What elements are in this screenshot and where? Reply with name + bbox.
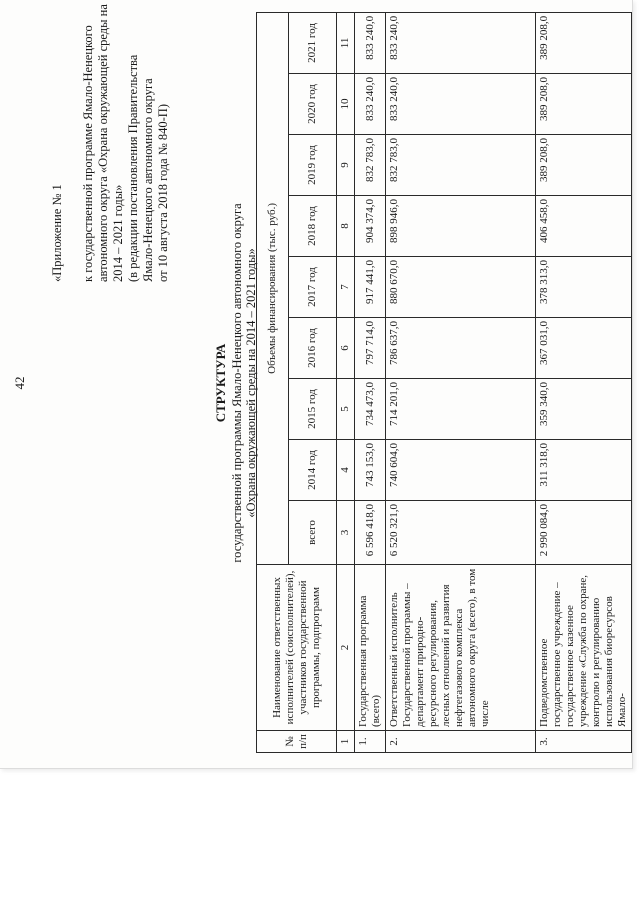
row-name: Государственная программа (всего) [355,565,386,731]
appendix-line: автономного округа «Охрана окружающей среды на [96,4,110,282]
value-cell: 832 783,0 [386,135,536,196]
heading-line: государственной программы Ямало-Ненецкого автономного округа [230,203,244,563]
value-cell: 833 240,0 [355,74,386,135]
year-header: 2014 год [289,440,337,501]
value-cell: 740 604,0 [386,440,536,501]
value-cell: 389 208,0 [536,135,632,196]
value-cell: 797 714,0 [355,318,386,379]
header-row [257,12,289,752]
structure-table [256,12,632,753]
appendix-line: Ямало-Ненецкого автономного округа [141,78,155,282]
year-header: 2020 год [289,74,337,135]
year-header: 2018 год [289,196,337,257]
year-header: 2019 год [289,135,337,196]
index-row [337,12,355,752]
value-cell: 833 240,0 [355,12,386,73]
row-number: 3. [536,731,632,753]
row-number: 1. [355,731,386,753]
year-header: 2021 год [289,12,337,73]
index-cell: 8 [337,196,355,257]
heading-title: СТРУКТУРА [213,343,228,423]
col-volumes-header: Объемы финансирования (тыс. руб.) [257,12,289,564]
year-header: 2017 год [289,257,337,318]
index-cell: 3 [337,501,355,565]
index-cell: 5 [337,379,355,440]
year-header: 2015 год [289,379,337,440]
index-cell: 7 [337,257,355,318]
value-cell: 389 208,0 [536,12,632,73]
row-name: Подведомственное государственное учреждение – государственное казенное учреждение «Служба по охране, контролю и регулированию использования биоресурсов Ямало- [536,565,632,731]
value-cell: 389 208,0 [536,74,632,135]
value-cell: 714 201,0 [386,379,536,440]
appendix-line: от 10 августа 2018 года № 840-П) [156,104,170,282]
index-cell: 1 [337,731,355,753]
value-cell: 898 946,0 [386,196,536,257]
value-cell: 880 670,0 [386,257,536,318]
value-cell: 6 596 418,0 [355,501,386,565]
value-cell: 734 473,0 [355,379,386,440]
index-cell: 11 [337,12,355,73]
index-cell: 9 [337,135,355,196]
index-cell: 10 [337,74,355,135]
heading-line: «Охрана окружающей среды на 2014 – 2021 годы» [244,248,258,518]
document-heading [214,9,258,757]
page-number: 42 [12,376,27,390]
index-cell: 6 [337,318,355,379]
value-cell: 743 153,0 [355,440,386,501]
value-cell: 359 340,0 [536,379,632,440]
value-cell: 6 520 321,0 [386,501,536,565]
col-no-header: № п/п [257,731,337,753]
value-cell: 904 374,0 [355,196,386,257]
col-total-header: всего [289,501,337,565]
value-cell: 378 313,0 [536,257,632,318]
value-cell: 406 458,0 [536,196,632,257]
value-cell: 832 783,0 [355,135,386,196]
row-name: Ответственный исполнитель Государственной программы – департамент природно-ресурсного регулирования, лесных отношений и развития нефтегазового комплекса автономного округа (всего), в том числе [386,565,536,731]
value-cell: 786 637,0 [386,318,536,379]
year-header: 2016 год [289,318,337,379]
value-cell: 917 441,0 [355,257,386,318]
value-cell: 2 990 084,0 [536,501,632,565]
appendix-line: к государственной программе Ямало-Ненецкого [81,25,95,282]
index-cell: 2 [337,565,355,731]
appendix-line: 2014 – 2021 годы» [111,184,125,282]
appendix-note [50,4,171,282]
col-name-header: Наименование ответственных исполнителей (соисполнителей), участников государственной программы, подпрограмм [257,565,337,731]
value-cell: 833 240,0 [386,74,536,135]
value-cell: 367 031,0 [536,318,632,379]
table-row [386,12,536,752]
value-cell: 311 318,0 [536,440,632,501]
index-cell: 4 [337,440,355,501]
row-number: 2. [386,731,536,753]
value-cell: 833 240,0 [386,12,536,73]
table-row [355,12,386,752]
appendix-line: (в редакции постановления Правительства [126,54,140,282]
appendix-title: «Приложение № 1 [50,184,64,282]
rotated-content [6,4,628,757]
table-row [536,12,632,752]
